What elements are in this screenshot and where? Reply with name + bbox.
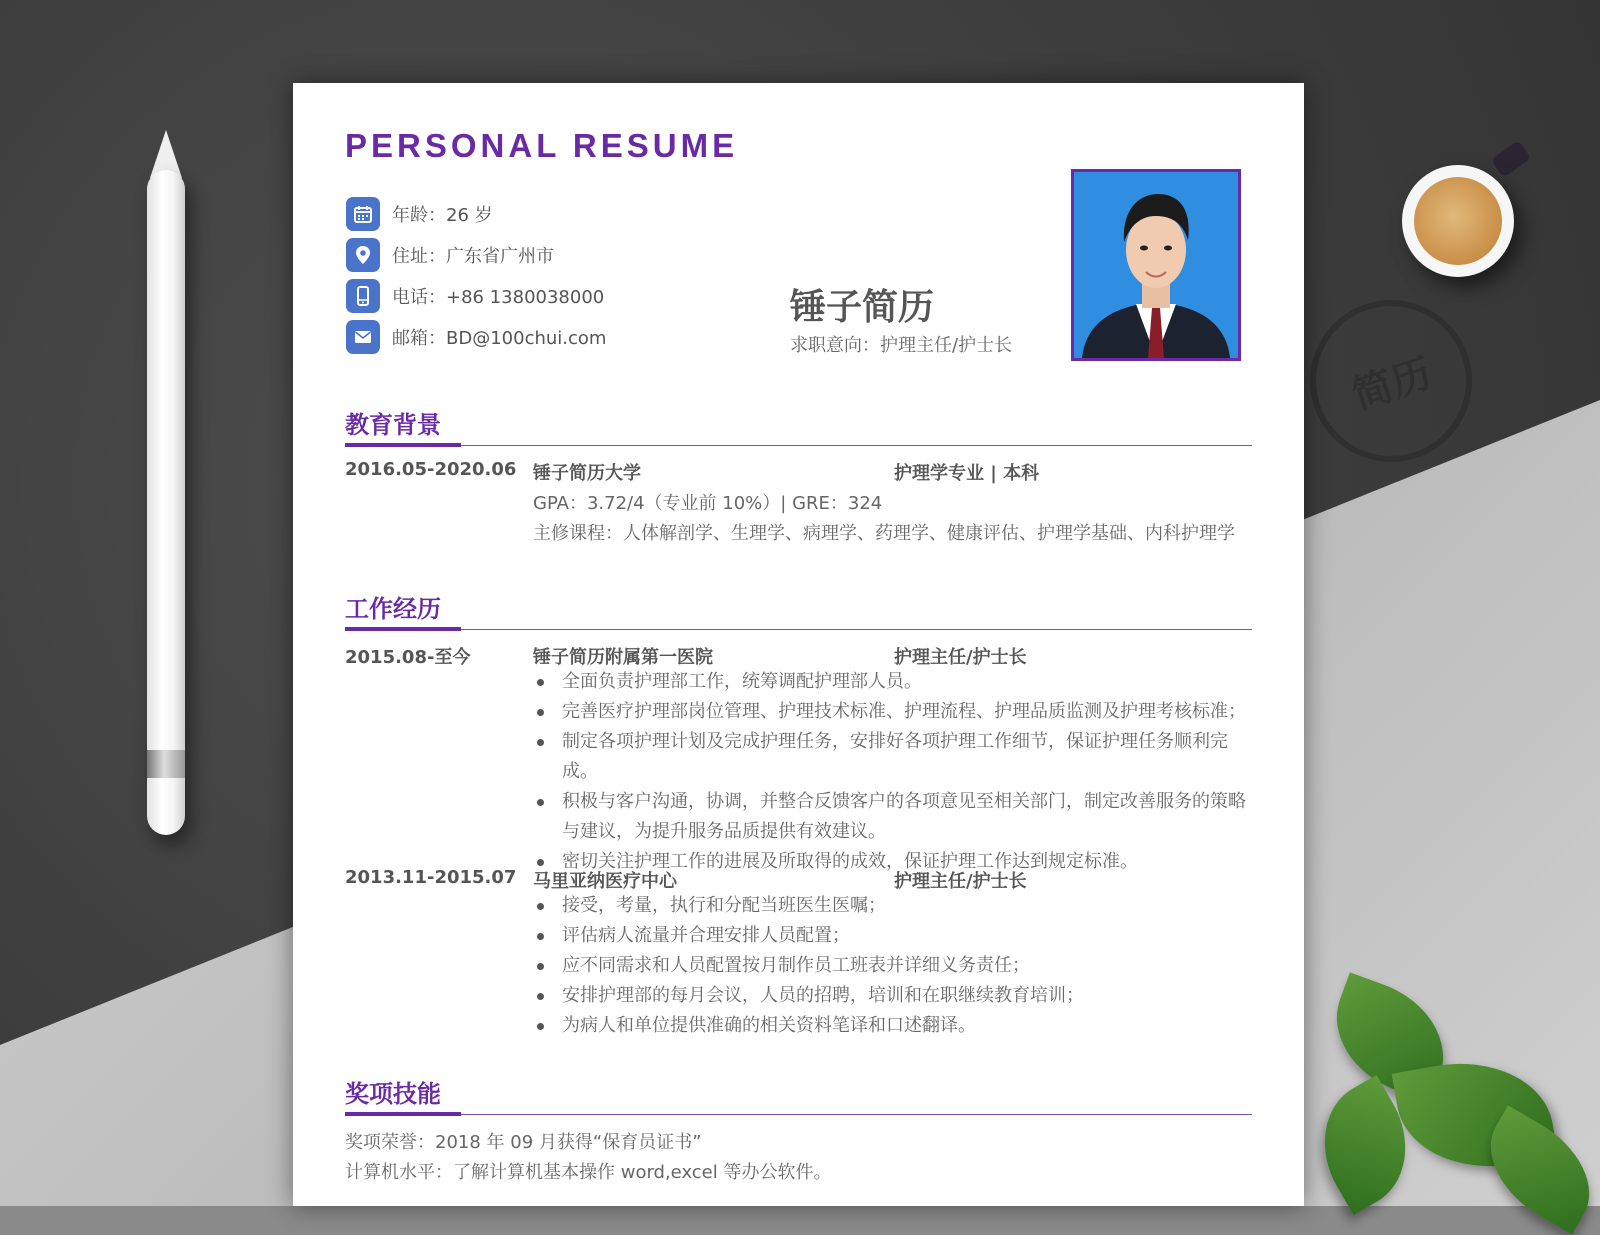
work-divider	[345, 629, 1252, 630]
list-item: 接受，考量，执行和分配当班医生医嘱；	[533, 891, 1253, 921]
education-major: 护理学专业 | 本科	[894, 463, 1040, 484]
job-org: 马里亚纳医疗中心	[533, 871, 677, 892]
info-phone	[346, 279, 604, 313]
info-address	[346, 238, 554, 272]
job-duties-list	[533, 667, 1253, 877]
award-text: 奖项荣誉：2018 年 09 月获得“保育员证书”	[345, 1132, 702, 1153]
list-item: 应不同需求和人员配置按月制作员工班表并详细义务责任；	[533, 951, 1253, 981]
work-accent-bar	[345, 627, 461, 631]
mail-icon	[346, 320, 380, 354]
education-title: 教育背景	[345, 411, 441, 439]
coffee	[1414, 177, 1502, 265]
profile-photo	[1071, 169, 1241, 361]
skills-divider	[345, 1114, 1252, 1115]
resume-title: PERSONAL RESUME	[345, 127, 739, 164]
job-role: 护理主任/护士长	[894, 647, 1027, 668]
phone-icon	[346, 279, 380, 313]
job-org: 锤子简历附属第一医院	[533, 647, 713, 668]
pencil	[147, 170, 185, 835]
education-courses: 主修课程：人体解剖学、生理学、病理学、药理学、健康评估、护理学基础、内科护理学	[533, 523, 1235, 544]
list-item: 为病人和单位提供准确的相关资料笔译和口述翻译。	[533, 1011, 1253, 1041]
email-text: 邮箱：BD@100chui.com	[392, 328, 607, 349]
pencil-band	[147, 750, 185, 778]
list-item: 评估病人流量并合理安排人员配置；	[533, 921, 1253, 951]
job-date: 2013.11-2015.07	[345, 867, 517, 888]
age-text: 年龄：26 岁	[392, 205, 493, 226]
list-item: 全面负责护理部工作，统筹调配护理部人员。	[533, 667, 1253, 697]
education-school: 锤子简历大学	[533, 463, 641, 484]
list-item: 积极与客户沟通，协调，并整合反馈客户的各项意见至相关部门，制定改善服务的策略与建议，为提升服务品质提供有效建议。	[533, 787, 1253, 847]
list-item: 安排护理部的每月会议，人员的招聘，培训和在职继续教育培训；	[533, 981, 1253, 1011]
education-accent-bar	[345, 443, 461, 447]
work-title: 工作经历	[345, 595, 441, 623]
job-date: 2015.08-至今	[345, 647, 471, 668]
skills-title: 奖项技能	[345, 1080, 441, 1108]
skills-accent-bar	[345, 1112, 461, 1116]
list-item: 完善医疗护理部岗位管理、护理技术标准、护理流程、护理品质监测及护理考核标准；	[533, 697, 1253, 727]
phone-text: 电话：+86 1380038000	[392, 287, 605, 308]
candidate-name: 锤子简历	[790, 287, 935, 328]
info-email	[346, 320, 606, 354]
job-role: 护理主任/护士长	[894, 871, 1027, 892]
info-age	[346, 197, 493, 231]
location-pin-icon	[346, 238, 380, 272]
education-gpa: GPA：3.72/4（专业前 10%）| GRE：324	[533, 493, 883, 514]
stamp-text: 简历	[1346, 350, 1438, 419]
address-text: 住址：广东省广州市	[392, 246, 554, 267]
education-divider	[345, 445, 1252, 446]
job-intent: 求职意向：护理主任/护士长	[790, 335, 1013, 356]
calendar-icon	[346, 197, 380, 231]
list-item: 制定各项护理计划及完成护理任务，安排好各项护理工作细节，保证护理任务顺利完成。	[533, 727, 1253, 787]
job-duties-list	[533, 891, 1253, 1041]
resume-paper	[293, 83, 1304, 1206]
computer-skill-text: 计算机水平：了解计算机基本操作 word,excel 等办公软件。	[345, 1162, 832, 1183]
education-date: 2016.05-2020.06	[345, 459, 517, 480]
list-item: 密切关注护理工作的进展及所取得的成效，保证护理工作达到规定标准。	[533, 847, 1253, 877]
